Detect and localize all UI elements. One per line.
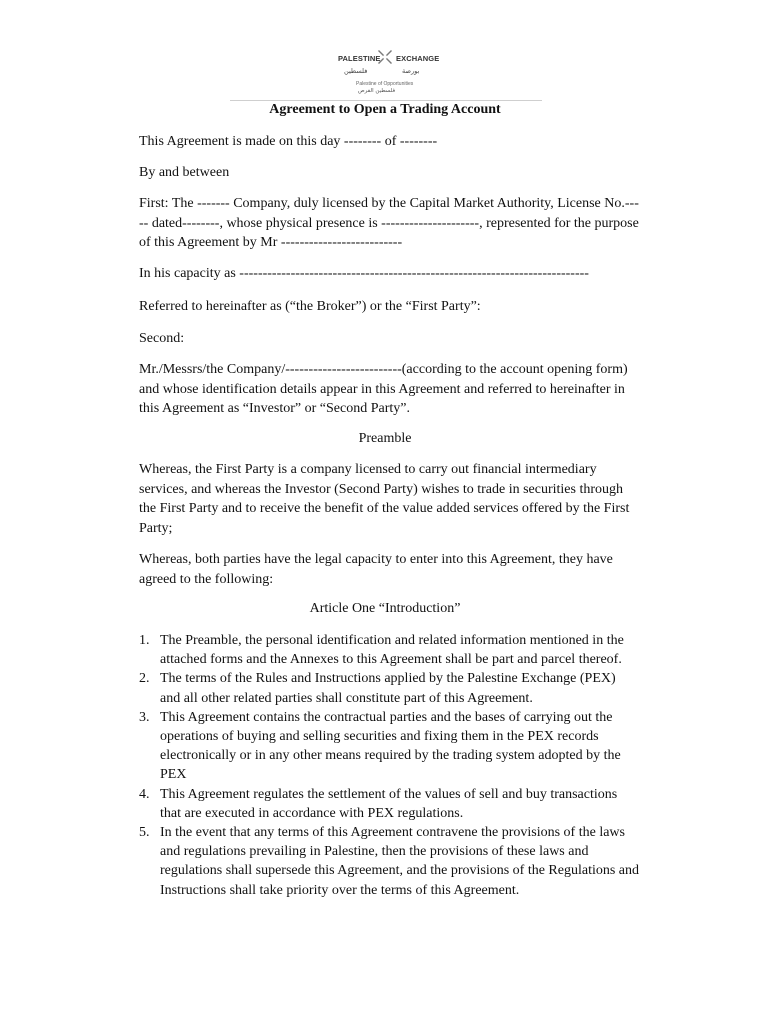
logo-arabic-right: بورصة <box>402 67 420 75</box>
list-item-text: This Agreement contains the contractual parties and the bases of carrying out the operations of buying and selling securities and fixing them in the PEX records electronically or in any other means required by the trading system adopted by the PEX <box>160 709 621 783</box>
paragraph-referred-broker: Referred to hereinafter as (“the Broker”) or the “First Party”: <box>139 299 481 314</box>
list-item <box>139 823 639 900</box>
list-item-text: The Preamble, the personal identification and related information mentioned in the attached forms and the Annexes to this Agreement shall be part and parcel thereof. <box>160 633 624 668</box>
logo-arabic-left: فلسطين <box>344 67 368 75</box>
list-item-text: This Agreement regulates the settlement of the values of sell and buy transactions that are executed in accordance with PEX regulations. <box>160 786 618 821</box>
document-title: Agreement to Open a Trading Account <box>269 102 501 117</box>
list-item-number: 4. <box>139 786 150 802</box>
list-item-text: The terms of the Rules and Instructions applied by the Palestine Exchange (PEX) and all other related parties shall constitute part of this Agreement. <box>160 671 616 706</box>
paragraph-whereas-2: Whereas, both parties have the legal capacity to enter into this Agreement, they have agreed to the following: <box>139 552 613 587</box>
logo-tagline-en: Palestine of Opportunities <box>356 81 414 87</box>
list-item-number: 1. <box>139 633 150 648</box>
exchange-mark-icon <box>376 48 394 66</box>
article-one-list <box>139 631 639 900</box>
article-one-heading: Article One “Introduction” <box>309 601 461 616</box>
logo-name-left: PALESTINE <box>338 54 381 63</box>
paragraph-second: Second: <box>139 331 185 346</box>
paragraph-whereas-1: Whereas, the First Party is a company licensed to carry out financial intermediary services, and whereas the Investor (Second Party) wishes to trade in securities through the First Party and to receive the benefit of the value added services offered by the First Party; <box>139 462 630 536</box>
list-item <box>139 631 639 669</box>
preamble-heading: Preamble <box>358 431 412 446</box>
list-item <box>139 669 639 707</box>
list-item-number: 2. <box>139 671 150 687</box>
list-item-number: 5. <box>139 825 150 841</box>
logo-tagline-ar: فلسطين الفرص <box>358 88 396 94</box>
paragraph-by-between: By and between <box>139 165 230 180</box>
list-item-text: In the event that any terms of this Agreement contravene the provisions of the laws and regulations prevailing in Palestine, then the provisions of these laws and regulations shall supersede this Agreement, and the provisions of the Regulations and Instructions shall take priority over the terms of this Agreement. <box>160 825 640 898</box>
list-item <box>139 785 639 823</box>
paragraph-second-party: Mr./Messrs/the Company/-------------------------(according to the account opening form) and whose identification details appear in this Agreement and referred to hereinafter in this Agreement as “Investor” or “Second Party”. <box>139 362 628 416</box>
paragraph-first-party: First: The ------- Company, duly licensed by the Capital Market Authority, License No.----- dated--------, whose physical presence is ---------------------, represented for the purpose of this Agreement by Mr -------------------------- <box>139 196 639 250</box>
logo-name-right: EXCHANGE <box>396 54 440 63</box>
list-item <box>139 708 639 785</box>
paragraph-capacity: In his capacity as --------------------------------------------------------------------------- <box>139 266 589 281</box>
paragraph-made-on: This Agreement is made on this day -------- of -------- <box>139 134 438 149</box>
list-item-number: 3. <box>139 709 150 725</box>
palestine-exchange-logo <box>336 48 442 100</box>
